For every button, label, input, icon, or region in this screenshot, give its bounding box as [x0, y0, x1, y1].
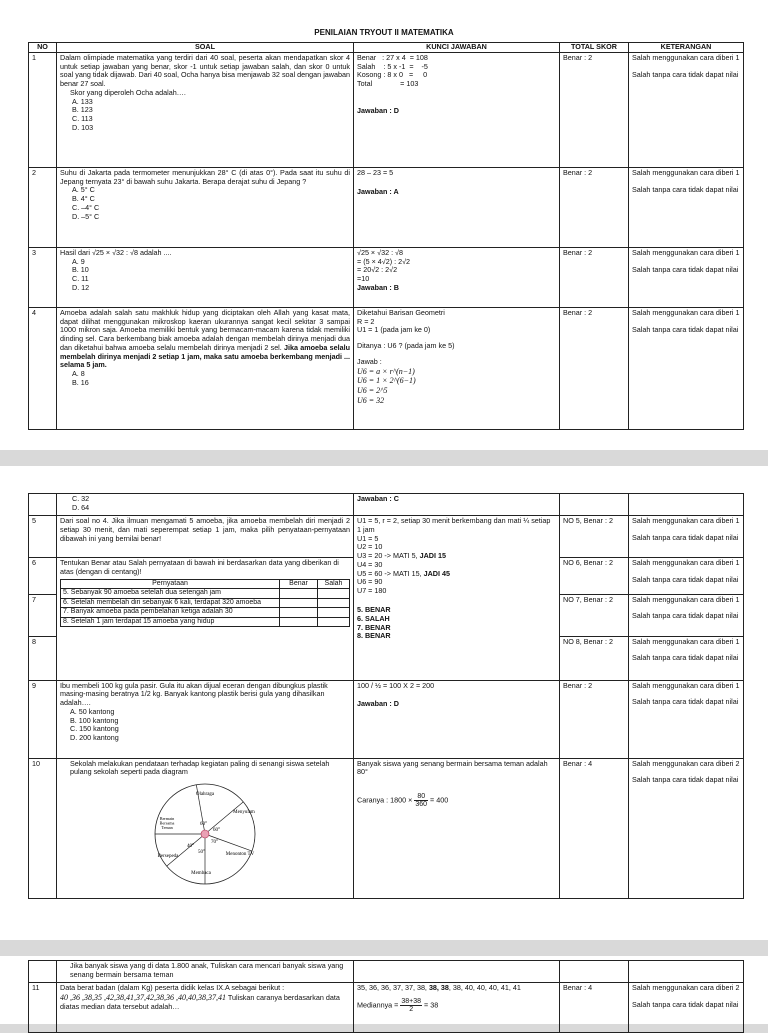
- q5-key-line: U7 = 180: [357, 586, 387, 596]
- q9-number: 9: [29, 680, 57, 758]
- q6-result: 6. SALAH: [357, 613, 390, 623]
- pie-angle-label: 40°: [187, 844, 194, 850]
- ket-line-2: Salah tanpa cara tidak dapat nilai: [632, 532, 739, 542]
- q4-ditanya: Ditanya : U6 ? (pada jam ke 5): [357, 341, 455, 351]
- q11-kunci: [354, 983, 560, 1033]
- header-no: NO: [29, 43, 57, 53]
- ket-line-2: Salah tanpa cara tidak dapat nilai: [632, 653, 739, 663]
- q3-key-line: =10: [357, 274, 370, 284]
- header-skor: TOTAL SKOR: [560, 43, 629, 53]
- page-1: [0, 0, 768, 450]
- q4-formula: U6 = a × r^(n−1): [357, 366, 415, 376]
- q4-number: 4: [29, 307, 57, 429]
- q10-number: 10: [29, 758, 57, 898]
- q4-formula: U6 = 2^5: [357, 386, 388, 396]
- q1-kunci: [354, 52, 560, 167]
- q9-option-a: A. 50 kantong: [70, 706, 115, 716]
- q1-score: Benar : 2: [560, 52, 629, 167]
- q2-text: Suhu di Jakarta pada termometer menunjukkan 28° C (di atas 0°). Pada saat itu suhu di Jepang ternyata 23° di bawah suhu Jakarta. Berapa derajat suhu di Jepang ?: [60, 167, 350, 186]
- ket-line-1: Salah menggunakan cara diberi 1: [632, 307, 740, 317]
- q11-data-line: [60, 993, 350, 1012]
- table-row-q9: [29, 680, 744, 758]
- q4-key-line: R = 2: [357, 316, 375, 326]
- stmt-header-pernyataan: Pernyataan: [61, 579, 280, 589]
- q9-answer: Jawaban : D: [357, 699, 399, 709]
- q4-formula: U6 = 32: [357, 395, 385, 405]
- q10-fraction: [414, 793, 428, 808]
- pie-label-menyulam: Menyulam: [233, 810, 255, 816]
- q10-text-continued: Jika banyak siswa yang di data 1.800 anak, Tuliskan cara mencari banyak siswa yang senang bermain bersama teman: [70, 961, 344, 979]
- q8-score: NO 8, Benar : 2: [560, 636, 629, 680]
- stmt-header-salah: Salah: [318, 579, 350, 589]
- q10-caranya: Caranya :: [357, 795, 389, 805]
- q5-key-line: U6 = 90: [357, 577, 383, 587]
- q2-number: 2: [29, 167, 57, 247]
- activity-pie-chart: [130, 781, 280, 887]
- q10-text: Sekolah melakukan pendataan terhadap kegiatan paling di senangi siswa setelah pulang sekolah seperti pada diagram: [70, 758, 330, 777]
- pie-label-olahraga: Olahraga: [195, 792, 215, 798]
- q11-keterangan: [629, 983, 744, 1033]
- q2-soal: [57, 167, 354, 247]
- q5-key-line: U5 = 60 -> MATI 15, JADI 45: [357, 568, 450, 578]
- ket-line-1: Salah menggunakan cara diberi 1: [632, 558, 740, 567]
- table-row-q10-continued: [29, 961, 744, 983]
- table-row-q11: [29, 983, 744, 1033]
- page-2: [0, 466, 768, 940]
- q4-option-d: D. 64: [72, 502, 90, 512]
- q7-keterangan: [629, 594, 744, 636]
- q1-option-d: D. 103: [72, 123, 94, 133]
- pie-angle-label: 70°: [211, 840, 218, 846]
- pie-label-bermain: Bermain Bersama Teman: [159, 816, 175, 831]
- q5-score: NO 5, Benar : 2: [560, 516, 629, 558]
- q9-text: Ibu membeli 100 kg gula pasir. Gula itu akan dijual eceran dengan dibungkus plastik masing-masing beratnya 1/2 kg. Banyak kantong plastik berisi gula yang dihasilkan adalah….: [60, 680, 328, 708]
- q4-kunci-continued: [354, 494, 560, 516]
- q1-question: Skor yang diperoleh Ocha adalah….: [70, 87, 186, 97]
- q4-text-bold: Jika amoeba selalu membelah dirinya menjadi 2 setiap 1 jam, maka satu amoeba berkembang menjadi ... selama 5 jam.: [60, 342, 350, 370]
- salah-checkbox[interactable]: [318, 608, 350, 618]
- table-header-row: [29, 43, 744, 53]
- q3-option-b: B. 10: [72, 265, 89, 275]
- q9-soal: [57, 680, 354, 758]
- q3-key-line: √25 × √32 : √8: [357, 247, 404, 257]
- q5-result: 5. BENAR: [357, 605, 391, 615]
- q9-option-c: C. 150 kantong: [70, 724, 119, 734]
- q4-key-line: Diketahui Barisan Geometri: [357, 307, 445, 317]
- q11-text-2: Tuliskan caranya berdasarkan data diatas median data tersebut adalah…: [60, 992, 340, 1011]
- ket-line-2: Salah tanpa cara tidak dapat nilai: [632, 611, 739, 621]
- ket-line-1: Salah menggunakan cara diberi 1: [632, 247, 740, 257]
- q2-key-line: 28 – 23 = 5: [357, 167, 394, 177]
- q1-key-line: Benar : 27 x 4 = 108: [357, 52, 428, 62]
- pie-angle-label: 50°: [198, 850, 205, 856]
- q7-result: 7. BENAR: [357, 622, 391, 632]
- q7-number: 7: [29, 594, 57, 636]
- document-title: PENILAIAN TRYOUT II MATEMATIKA: [314, 28, 454, 37]
- q9-score: Benar : 2: [560, 680, 629, 758]
- q5-8-kunci: [354, 516, 560, 681]
- q3-option-c: C. 11: [72, 274, 89, 284]
- answer-key-table-page2: [28, 493, 744, 899]
- ket-line-2: Salah tanpa cara tidak dapat nilai: [632, 697, 739, 707]
- salah-checkbox[interactable]: [318, 589, 350, 599]
- q5-key-line: U1 = 5: [357, 533, 379, 543]
- table-row-q3: [29, 247, 744, 307]
- pie-center-mark: [201, 830, 209, 838]
- statement-text: 8. Setelah 1 jam terdapat 15 amoeba yang hidup: [61, 617, 280, 627]
- q1-number: 1: [29, 52, 57, 167]
- salah-checkbox[interactable]: [318, 617, 350, 627]
- q6-8-soal: [57, 558, 354, 681]
- ket-line-1: Salah menggunakan cara diberi 1: [632, 516, 740, 525]
- q5-keterangan: [629, 516, 744, 558]
- q2-score: Benar : 2: [560, 167, 629, 247]
- q11-median-denominator: 2: [409, 1005, 414, 1013]
- q3-keterangan: [629, 247, 744, 307]
- q8-result: 8. BENAR: [357, 631, 391, 641]
- q11-soal: [57, 983, 354, 1033]
- ket-line-1: Salah menggunakan cara diberi 1: [632, 636, 740, 646]
- q1-key-line: Kosong : 8 x 0 = 0: [357, 70, 428, 80]
- q1-text: Dalam olimpiade matematika yang terdiri dari 40 soal, peserta akan mendapatkan skor 4 untuk setiap jawaban yang benar, skor -1 untuk setiap jawaban salah, dan skor 0 untuk soal yang tidak dijawab. Dari 40 soal, Ocha hanya bisa menjawab 32 soal dengan jawaban benar 27 soal.: [60, 52, 350, 89]
- q8-number: 8: [29, 636, 57, 680]
- q1-answer: Jawaban : D: [357, 105, 399, 115]
- q3-key-line: = 20√2 : 2√2: [357, 265, 398, 275]
- pie-angle-label: 60°: [213, 828, 220, 834]
- q3-soal: [57, 247, 354, 307]
- q4-text: [60, 309, 350, 370]
- q10-calculation: Caranya : 1800 × $\frac{80}{360}$ = 400: [357, 793, 449, 809]
- benar-checkbox[interactable]: [280, 608, 318, 618]
- q10-calc-a: 1800: [390, 795, 407, 805]
- ket-line-2: Salah tanpa cara tidak dapat nilai: [632, 324, 739, 334]
- q11-median-result: 38: [430, 1000, 439, 1010]
- q2-kunci: [354, 167, 560, 247]
- q5-key-line: U1 = 5, r = 2, setiap 30 menit berkembang dan mati ¼ setiap 1 jam: [357, 516, 551, 534]
- ket-line-2: Salah tanpa cara tidak dapat nilai: [632, 264, 739, 274]
- pie-label-bersepeda: Bersepeda: [157, 854, 179, 860]
- ket-line-1: Salah menggunakan cara diberi 1: [632, 594, 740, 604]
- q10-soal-continued: [57, 961, 354, 983]
- q11-median-label: Mediannya =: [357, 1000, 399, 1010]
- q11-number: 11: [29, 983, 57, 1033]
- q4-option-a: A. 8: [72, 369, 85, 379]
- q7-score: NO 7, Benar : 2: [560, 594, 629, 636]
- q10-soal: [57, 758, 354, 898]
- q9-kunci: [354, 680, 560, 758]
- benar-checkbox[interactable]: [280, 589, 318, 599]
- statement-row: [61, 589, 350, 599]
- statement-text: 6. Setelah membelah diri sebanyak 6 kali, terdapat 320 amoeba: [61, 598, 280, 608]
- q1-key-line: Salah : 5 x -1 = -5: [357, 61, 428, 71]
- q5-text: Dari soal no 4. Jika ilmuan mengamati 5 amoeba, jika amoeba membelah diri menjadi 2 setiap 30 menit, dan mati seperempat setiap 1 jam, maka pilih penyataan-pernyataan dibawah ini yang bernilai benar!: [60, 516, 350, 543]
- q2-option-a: A. 5° C: [72, 185, 95, 195]
- q11-sorted-data: 35, 36, 36, 37, 37, 38, 38, 38, 38, 40, 40, 40, 41, 41: [357, 983, 521, 992]
- q4-soal: [57, 307, 354, 429]
- statement-text: 7. Banyak amoeba pada pembelahan ketiga adalah 30: [61, 608, 280, 618]
- q4-soal-continued: [57, 494, 354, 516]
- q6-number: 6: [29, 558, 57, 595]
- q11-text: Data berat badan (dalam Kg) peserta didik kelas IX.A sebagai berikut :: [60, 983, 285, 992]
- q11-median: Mediannya = $\frac{38+38}{2}$ = 38: [357, 997, 439, 1013]
- q3-option-a: A. 9: [72, 256, 85, 266]
- q4-text-regular: Amoeba adalah salah satu makhluk hidup yang diciptakan oleh Allah yang kasat mata, dapat dilihat menggunakan mikroskop kaeran ukurannya sangat kecil sekitar 3 sampai 1000 mikron saja. Amoeba memiliki bentuk yang bermacam-macam karena tidak memiliki dinding sel. Cara berkembang biak amoeba adalah dengan membelah dirinya menjadi dua dan diketahui bahwa amoeba selalu membelah dirinya menjadi 2 sel.: [60, 307, 350, 352]
- header-kunci: KUNCI JAWABAN: [354, 43, 560, 53]
- stmt-header-benar: Benar: [280, 579, 318, 589]
- header-keterangan: KETERANGAN: [629, 43, 744, 53]
- ket-line-2: Salah tanpa cara tidak dapat nilai: [632, 69, 739, 79]
- q3-text: Hasil dari √25 × √32 : √8 adalah ....: [60, 247, 172, 257]
- q2-answer: Jawaban : A: [357, 186, 399, 196]
- q2-option-c: C. –4° C: [72, 202, 100, 212]
- answer-key-table-page3: [28, 960, 744, 1033]
- q9-key-line: 100 / ½ = 100 X 2 = 200: [357, 680, 435, 690]
- q1-option-b: B. 123: [72, 105, 93, 115]
- statement-row: [61, 617, 350, 627]
- q4-formula: U6 = 1 × 2^(6−1): [357, 376, 416, 386]
- ket-line-1: Salah menggunakan cara diberi 2: [632, 758, 740, 768]
- q9-option-b: B. 100 kantong: [70, 715, 119, 725]
- q5-key-line: U2 = 10: [357, 542, 383, 552]
- q11-median-fraction: [400, 998, 422, 1013]
- ket-line-2: Salah tanpa cara tidak dapat nilai: [632, 574, 739, 584]
- pie-angle-label: 60°: [200, 822, 207, 828]
- q4-jawab: Jawab :: [357, 356, 382, 366]
- q5-soal: [57, 516, 354, 558]
- table-row-q4: [29, 307, 744, 429]
- table-row-q2: [29, 167, 744, 247]
- q3-score: Benar : 2: [560, 247, 629, 307]
- q3-number: 3: [29, 247, 57, 307]
- header-soal: SOAL: [57, 43, 354, 53]
- q4-option-b: B. 16: [72, 378, 89, 388]
- q1-keterangan: [629, 52, 744, 167]
- q10-calc-result: 400: [436, 795, 449, 805]
- q3-kunci: [354, 247, 560, 307]
- q10-keterangan: [629, 758, 744, 898]
- table-row-q4-continued: [29, 494, 744, 516]
- ket-line-2: Salah tanpa cara tidak dapat nilai: [632, 775, 739, 785]
- q11-data: 40 ,36 ,38,35 ,42,38,41,37,42,38,36 ,40,40,38,37,41: [60, 992, 226, 1002]
- q3-answer: Jawaban : B: [357, 282, 399, 292]
- q6-score: NO 6, Benar : 2: [560, 558, 629, 595]
- benar-checkbox[interactable]: [280, 598, 318, 608]
- answer-key-table-page1: [28, 42, 744, 430]
- page-3: [0, 956, 768, 1024]
- q11-score: Benar : 4: [560, 983, 629, 1033]
- q10-fraction-numerator: 80: [414, 793, 428, 801]
- q10-key-line: Banyak siswa yang senang bermain bersama teman adalah 80°: [357, 758, 548, 777]
- q5-number: 5: [29, 516, 57, 558]
- q10-fraction-denominator: 360: [415, 801, 428, 809]
- pie-label-menonton-tv: Menonton TV: [225, 852, 255, 858]
- q4-key-line: U1 = 1 (pada jam ke 0): [357, 325, 431, 335]
- q11-median-numerator: 38+38: [401, 997, 422, 1005]
- q6-text: Tentukan Benar atau Salah pernyataan di bawah ini berdasarkan data yang diberikan di atas (dengan di centang)!: [60, 558, 339, 576]
- ket-line-1: Salah menggunakan cara diberi 2: [632, 983, 740, 992]
- table-row-q1: [29, 52, 744, 167]
- statement-row: [61, 608, 350, 618]
- q9-option-d: D. 200 kantong: [70, 733, 119, 743]
- q3-option-d: D. 12: [72, 282, 90, 292]
- salah-checkbox[interactable]: [318, 598, 350, 608]
- ket-line-1: Salah menggunakan cara diberi 1: [632, 167, 740, 177]
- ket-line-1: Salah menggunakan cara diberi 1: [632, 52, 740, 62]
- statement-text: 5. Sebanyak 90 amoeba setelah dua setengah jam: [61, 589, 280, 599]
- benar-checkbox[interactable]: [280, 617, 318, 627]
- pie-label-membaca: Membaca: [191, 871, 211, 877]
- q10-kunci: [354, 758, 560, 898]
- q4-kunci: [354, 307, 560, 429]
- q1-option-a: A. 133: [72, 96, 93, 106]
- q5-key-line: U3 = 20 -> MATI 5, JADI 15: [357, 551, 446, 561]
- statement-row: [61, 598, 350, 608]
- q4-option-c: C. 32: [72, 494, 90, 503]
- q9-keterangan: [629, 680, 744, 758]
- q8-keterangan: [629, 636, 744, 680]
- q1-option-c: C. 113: [72, 114, 93, 124]
- q10-score: Benar : 4: [560, 758, 629, 898]
- q4-keterangan: [629, 307, 744, 429]
- q4-score: Benar : 2: [560, 307, 629, 429]
- q1-soal: [57, 52, 354, 167]
- q5-key-line: U4 = 30: [357, 559, 383, 569]
- ket-line-2: Salah tanpa cara tidak dapat nilai: [632, 184, 739, 194]
- ket-line-1: Salah menggunakan cara diberi 1: [632, 680, 740, 690]
- ket-line-2: Salah tanpa cara tidak dapat nilai: [632, 999, 739, 1009]
- q6-keterangan: [629, 558, 744, 595]
- q3-key-line: = (5 × 4√2) : 2√2: [357, 256, 411, 266]
- q1-key-line: Total = 103: [357, 79, 419, 89]
- q2-keterangan: [629, 167, 744, 247]
- statement-table: [60, 579, 350, 628]
- q2-option-d: D. –5° C: [72, 211, 100, 221]
- table-row-q10: [29, 758, 744, 898]
- q2-option-b: B. 4° C: [72, 194, 95, 204]
- table-row-q5: [29, 516, 744, 558]
- q4-answer: Jawaban : C: [357, 494, 399, 503]
